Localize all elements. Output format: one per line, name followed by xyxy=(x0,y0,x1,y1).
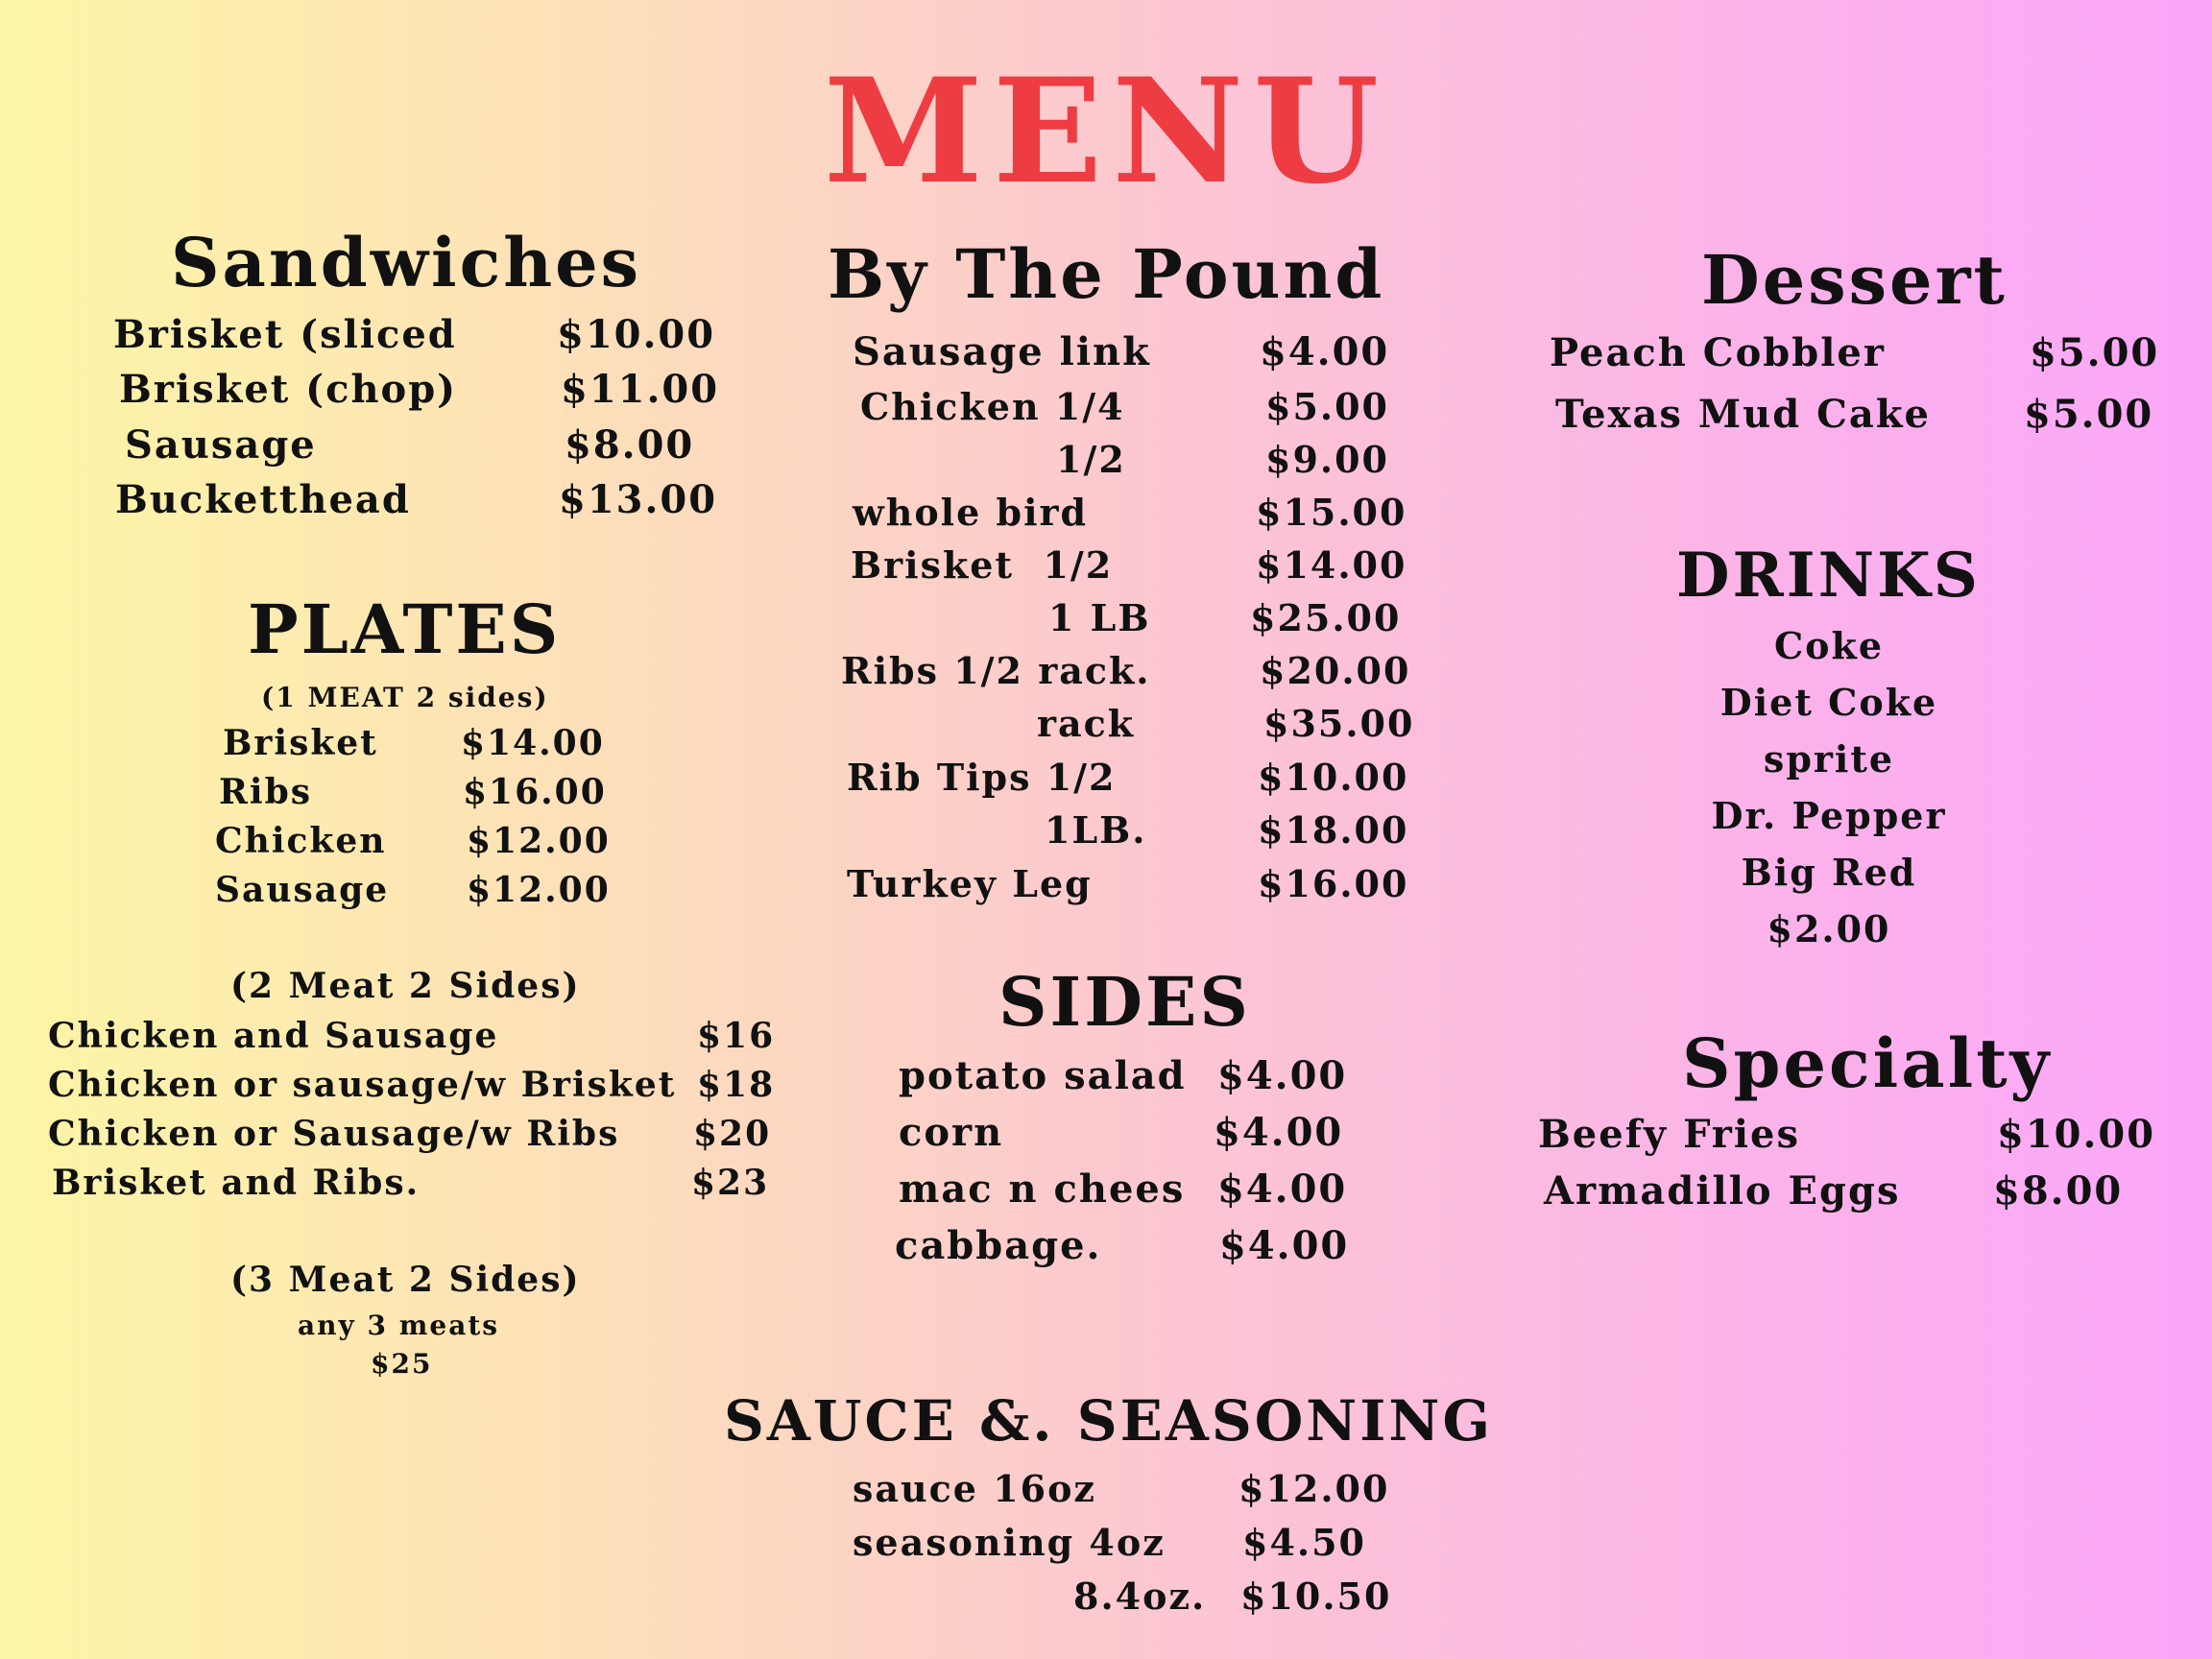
dessert-heading: Dessert xyxy=(1701,240,2008,320)
drink-item: sprite xyxy=(1763,737,1895,781)
item-name: mac n chees xyxy=(899,1166,1186,1212)
item-name: 1LB. xyxy=(1045,808,1147,852)
item-name: seasoning 4oz xyxy=(853,1521,1166,1564)
item-price: $25.00 xyxy=(1250,596,1402,639)
item-price: $16.00 xyxy=(463,772,607,812)
item-name: Turkey Leg xyxy=(847,862,1093,905)
item-price: $14.00 xyxy=(461,723,605,763)
drink-item: Dr. Pepper xyxy=(1711,794,1947,837)
item-name: Sausage link xyxy=(853,329,1151,374)
item-name: Armadillo Eggs xyxy=(1544,1168,1901,1214)
item-price: $16.00 xyxy=(1258,862,1409,905)
item-name: Brisket (sliced xyxy=(113,312,457,357)
item-name: Brisket (chop) xyxy=(119,367,458,412)
drink-item: Big Red xyxy=(1741,851,1917,894)
item-name: Brisket and Ribs. xyxy=(52,1163,421,1203)
item-name: Beefy Fries xyxy=(1538,1112,1801,1157)
item-price: $13.00 xyxy=(559,477,718,522)
drinks-price: $2.00 xyxy=(1767,907,1891,950)
item-name: Chicken xyxy=(215,821,387,861)
sides-heading: SIDES xyxy=(998,962,1251,1042)
item-price: $10.50 xyxy=(1240,1575,1392,1618)
item-price: $18 xyxy=(697,1065,776,1105)
item-price: $15.00 xyxy=(1256,491,1407,534)
item-price: $8.00 xyxy=(565,422,695,468)
item-price: $18.00 xyxy=(1258,808,1409,852)
item-price: $10.00 xyxy=(1997,1112,2156,1157)
item-price: $5.00 xyxy=(2030,330,2160,375)
item-name: sauce 16oz xyxy=(853,1467,1096,1510)
item-name: Texas Mud Cake xyxy=(1555,392,1932,437)
drink-item: Diet Coke xyxy=(1719,681,1938,724)
item-price: $12.00 xyxy=(467,870,611,910)
item-name: Peach Cobbler xyxy=(1550,330,1886,375)
item-price: $12.00 xyxy=(467,821,611,861)
plates-three-meat-subheading: (3 Meat 2 Sides) xyxy=(230,1260,581,1300)
item-name: Bucketthead xyxy=(115,477,411,522)
item-price: $14.00 xyxy=(1256,543,1407,587)
item-name: Chicken or Sausage/w Ribs xyxy=(48,1114,620,1154)
item-price: $35.00 xyxy=(1263,702,1415,745)
item-name: corn xyxy=(899,1110,1004,1155)
item-name: Brisket 1/2 xyxy=(851,543,1114,587)
item-name: whole bird xyxy=(853,491,1089,534)
item-price: $4.00 xyxy=(1219,1223,1350,1268)
item-price: $4.00 xyxy=(1217,1166,1348,1212)
item-price: $5.00 xyxy=(1265,385,1389,428)
item-price: $20.00 xyxy=(1260,649,1411,692)
item-name: Sausage xyxy=(215,870,390,910)
item-name: 1/2 xyxy=(1056,438,1126,481)
item-price: $5.00 xyxy=(2024,392,2154,437)
plates-three-meat-price: $25 xyxy=(371,1348,433,1380)
item-price: $12.00 xyxy=(1238,1467,1390,1510)
item-name: rack xyxy=(1037,702,1136,745)
item-name: Rib Tips 1/2 xyxy=(847,756,1117,799)
drinks-heading: DRINKS xyxy=(1676,540,1981,612)
item-price: $11.00 xyxy=(561,367,720,412)
item-price: $4.50 xyxy=(1242,1521,1366,1564)
item-price: $8.00 xyxy=(1993,1168,2124,1214)
menu-title: MENU xyxy=(823,47,1389,216)
item-price: $4.00 xyxy=(1217,1053,1348,1098)
plates-two-meat-subheading: (2 Meat 2 Sides) xyxy=(230,966,581,1006)
item-name: 8.4oz. xyxy=(1073,1575,1207,1618)
item-price: $4.00 xyxy=(1260,329,1390,374)
item-price: $10.00 xyxy=(1258,756,1409,799)
item-price: $4.00 xyxy=(1214,1110,1344,1155)
item-name: Chicken or sausage/w Brisket xyxy=(48,1065,677,1105)
plates-three-meat-note: any 3 meats xyxy=(298,1310,500,1341)
item-name: Ribs 1/2 rack. xyxy=(841,649,1151,692)
by-the-pound-heading: By The Pound xyxy=(828,234,1385,314)
item-name: cabbage. xyxy=(895,1223,1102,1268)
item-price: $16 xyxy=(697,1016,776,1056)
item-name: Sausage xyxy=(125,422,317,468)
item-price: $9.00 xyxy=(1265,438,1389,481)
item-price: $10.00 xyxy=(557,312,716,357)
item-price: $20 xyxy=(693,1114,772,1154)
specialty-heading: Specialty xyxy=(1682,1023,2053,1103)
item-price: $23 xyxy=(691,1163,770,1203)
item-name: 1 LB xyxy=(1048,596,1151,639)
sauce-heading: SAUCE &. SEASONING xyxy=(724,1388,1493,1454)
item-name: Brisket xyxy=(223,723,378,763)
drink-item: Coke xyxy=(1773,624,1885,667)
sandwiches-heading: Sandwiches xyxy=(171,223,642,302)
item-name: potato salad xyxy=(899,1053,1187,1098)
plates-heading: PLATES xyxy=(248,589,562,669)
item-name: Chicken 1/4 xyxy=(860,385,1125,428)
item-name: Ribs xyxy=(219,772,313,812)
item-name: Chicken and Sausage xyxy=(48,1016,499,1056)
plates-one-meat-subheading: (1 MEAT 2 sides) xyxy=(261,682,549,713)
